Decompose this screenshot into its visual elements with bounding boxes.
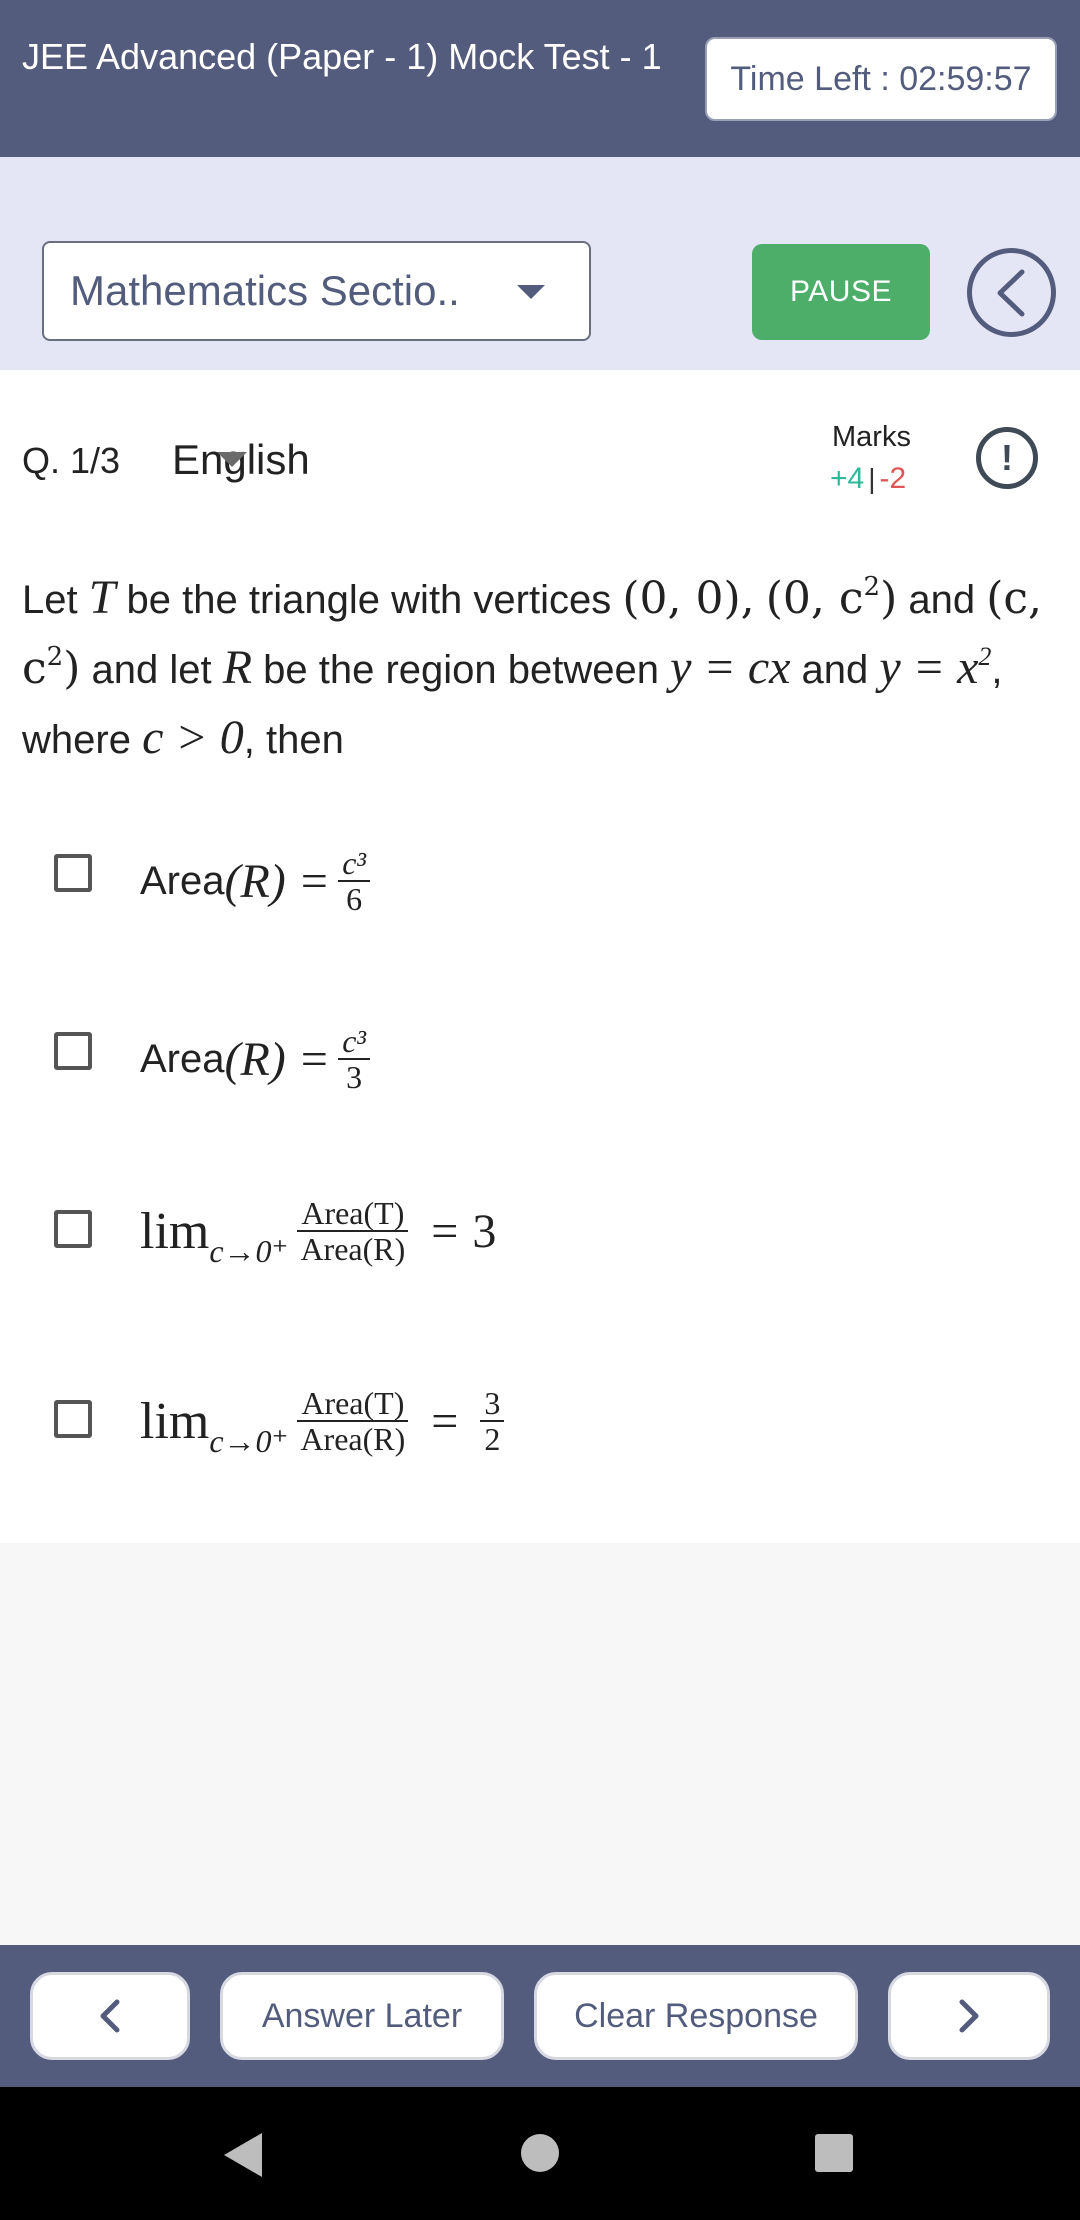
app-header [0, 0, 1080, 157]
option-checkbox[interactable] [54, 1032, 92, 1070]
marks-separator: | [868, 463, 876, 494]
bottom-action-bar [0, 1945, 1080, 2087]
nav-recents-icon[interactable] [814, 2133, 854, 2173]
chevron-left-icon [97, 1998, 123, 2034]
option-1-text: Area (R) = $\frac{\text{c³}}{6}$ [140, 846, 378, 916]
option-4[interactable] [54, 1385, 1054, 1500]
marks-values [830, 462, 906, 496]
marks-positive: +4 [830, 462, 865, 495]
option-3[interactable] [54, 1195, 1054, 1310]
answer-later-button[interactable]: Answer Later [220, 1972, 504, 2060]
next-question-button[interactable] [888, 1972, 1050, 2060]
test-title: JEE Advanced (Paper - 1) Mock Test - 1 [22, 36, 662, 77]
chevron-left-icon [992, 268, 1032, 318]
back-button[interactable] [967, 248, 1056, 337]
question-text: Let T be the triangle with vertices (0, 0), (0, $c^2$) and (c, $c^2$) and let R be the region between y = cx and $y = x^2$, where c > 0, then [22, 571, 1043, 764]
marks-label: Marks [832, 421, 911, 453]
chevron-right-icon [956, 1998, 982, 2034]
clear-response-button[interactable]: Clear Response [534, 1972, 858, 2060]
option-checkbox[interactable] [54, 854, 92, 892]
report-info-icon[interactable]: ! [976, 427, 1038, 489]
nav-back-icon[interactable] [222, 2131, 264, 2179]
system-navigation-bar [0, 2087, 1080, 2220]
question-panel [0, 370, 1080, 1543]
option-3-text: $\lim_{c\to 0^+}$ $\frac{\text{Area(T)}}{\text{Area(R)}}$ = 3 [140, 1195, 497, 1269]
option-1[interactable] [54, 845, 1054, 954]
option-2[interactable] [54, 1023, 1054, 1132]
option-2-text: Area (R) = $\frac{\text{c³}}{3}$ [140, 1024, 378, 1094]
section-dropdown-value: Mathematics Sectio.. [70, 267, 460, 314]
nav-home-icon[interactable] [520, 2133, 560, 2173]
section-toolbar [0, 157, 1080, 370]
section-dropdown[interactable] [42, 241, 591, 341]
caret-down-icon[interactable] [217, 452, 247, 467]
time-left-display: Time Left : 02:59:57 [705, 37, 1057, 121]
option-checkbox[interactable] [54, 1210, 92, 1248]
question-number: Q. 1/3 [22, 440, 121, 481]
language-value: English [172, 436, 310, 483]
option-checkbox[interactable] [54, 1400, 92, 1438]
caret-down-icon [517, 285, 545, 299]
pause-button[interactable]: PAUSE [752, 244, 930, 340]
previous-question-button[interactable] [30, 1972, 190, 2060]
language-dropdown[interactable] [172, 432, 432, 488]
option-4-text: $\lim_{c\to 0^+}$ $\frac{\text{Area(T)}}{\text{Area(R)}}$ = $\frac{3}{2}$ [140, 1386, 512, 1456]
marks-negative: -2 [879, 462, 907, 495]
